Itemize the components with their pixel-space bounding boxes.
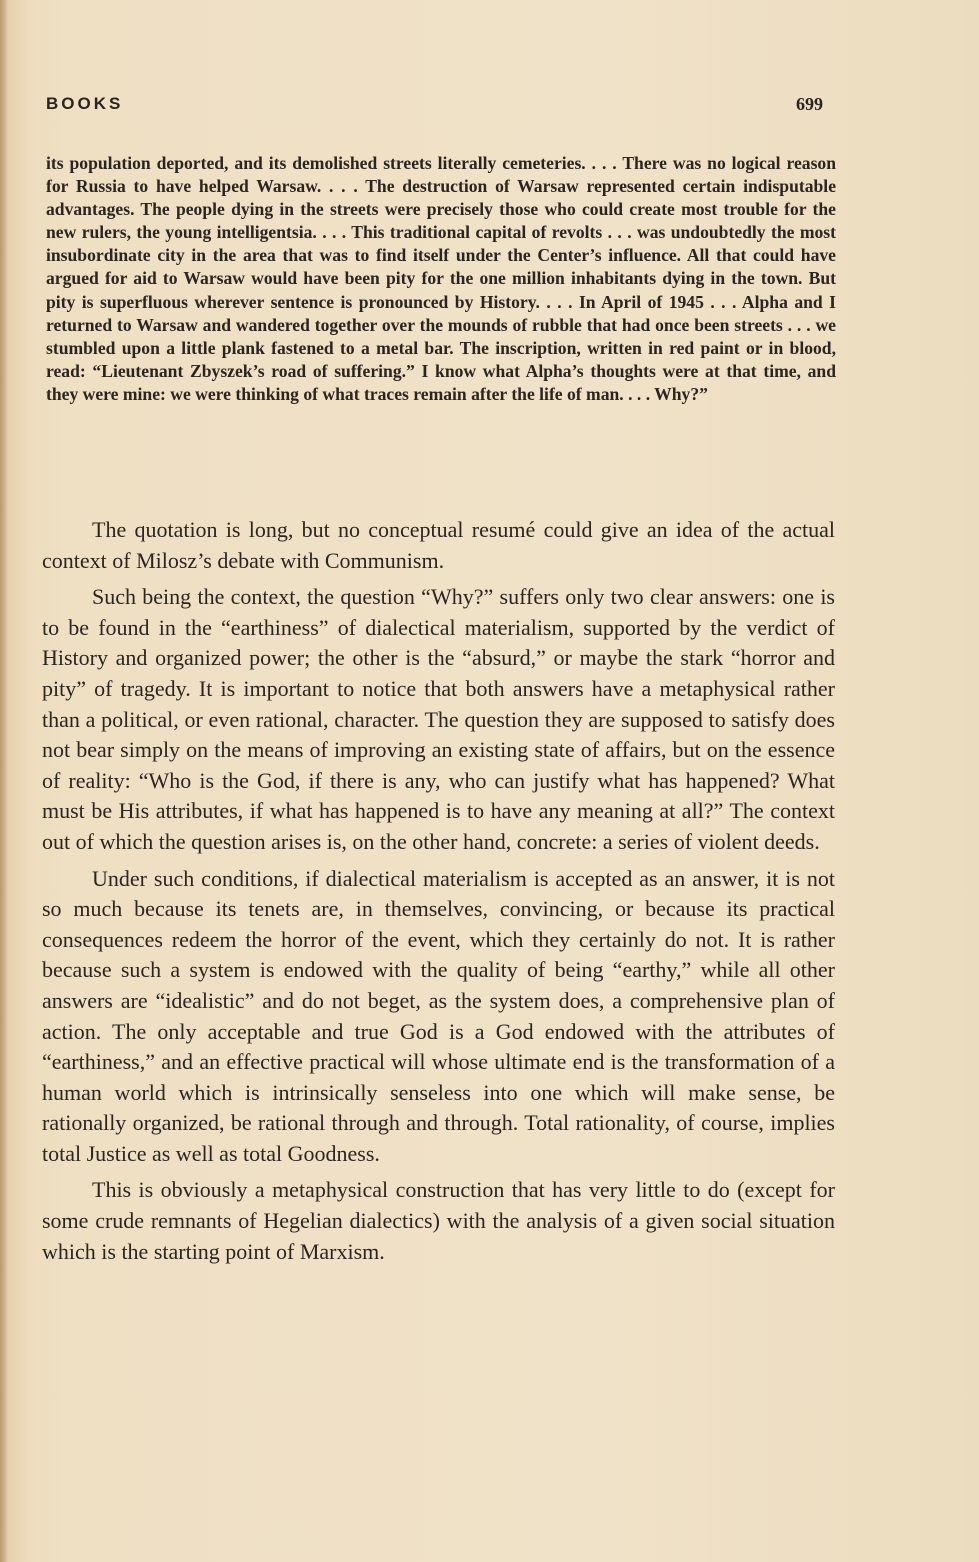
binding-gutter-shadow [0, 0, 8, 1562]
page-number: 699 [796, 94, 823, 114]
paragraph: This is obviously a metaphysical construction that has very little to do (except for some crude remnants of Hegelian dialectics) with the analysis of a given social situation which is the starting point of Marxism. [42, 1177, 835, 1264]
body-text [42, 515, 835, 1273]
block-quote: its population deported, and its demolished streets literally cemeteries. . . . There was no logical reason for Russia to have helped Warsaw. . . . The destruction of Warsaw represented certain indisputable advantages. The people dying in the streets were precisely those who could create most trouble for the new rulers, the young intelligentsia. . . . This traditional capital of revolts . . . was undoubtedly the most insubordinate city in the area that was to find itself under the Center’s influence. All that could have argued for aid to Warsaw would have been pity for the one million inhabitants dying in the town. But pity is superfluous wherever sentence is pronounced by History. . . . In April of 1945 . . . Alpha and I returned to Warsaw and wandered together over the mounds of rubble that had once been streets . . . we stumbled upon a little plank fastened to a metal bar. The inscription, written in red paint or in blood, read: “Lieutenant Zbyszek’s road of suffering.” I know what Alpha’s thoughts were at that time, and they were mine: we were thinking of what traces remain after the life of man. . . . Why?” [46, 153, 836, 404]
paragraph: The quotation is long, but no conceptual resumé could give an idea of the actual context of Milosz’s debate with Communism. [42, 517, 835, 573]
running-head: BOOKS [46, 94, 124, 113]
paragraph: Such being the context, the question “Why?” suffers only two clear answers: one is to be found in the “earthiness” of dialectical materialism, supported by the verdict of History and organized power; the other is the “absurd,” or maybe the stark “horror and pity” of tragedy. It is important to notice that both answers have a metaphysical rather than a political, or even rational, character. The question they are supposed to satisfy does not bear simply on the means of improving an existing state of affairs, but on the essence of reality: “Who is the God, if there is any, who can justify what has happened? What must be His attributes, if what has happened is to have any meaning at all?” The context out of which the question arises is, on the other hand, concrete: a series of violent deeds. [42, 584, 835, 854]
paragraph: Under such conditions, if dialectical materialism is accepted as an answer, it is not so much because its tenets are, in themselves, convincing, or because its practical consequences redeem the horror of the event, which they certainly do not. It is rather because such a system is endowed with the quality of being “earthy,” while all other answers are “idealistic” and do not beget, as the system does, a comprehensive plan of action. The only acceptable and true God is a God endowed with the attributes of “earthiness,” and an effective practical will whose ultimate end is the transformation of a human world which is intrinsically senseless into one which will make sense, be rationally organized, be rational through and through. Total rationality, of course, implies total Justice as well as total Goodness. [42, 865, 835, 1166]
